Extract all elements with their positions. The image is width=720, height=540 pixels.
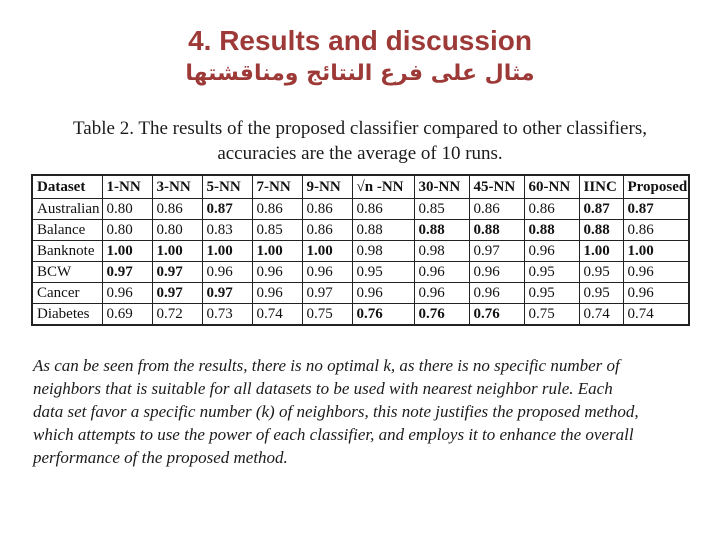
table-row xyxy=(32,262,689,283)
table-caption xyxy=(0,116,720,166)
table-header-cell: 30-NN xyxy=(414,175,469,199)
accuracy-value-cell: 0.96 xyxy=(414,283,469,304)
accuracy-value-cell: 0.74 xyxy=(252,304,302,326)
dataset-name-cell: Australian xyxy=(32,199,102,220)
table-header-cell: 1-NN xyxy=(102,175,152,199)
accuracy-value-cell: 0.95 xyxy=(352,262,414,283)
accuracy-value-cell: 0.72 xyxy=(152,304,202,326)
table-header-cell: Dataset xyxy=(32,175,102,199)
accuracy-value-cell: 1.00 xyxy=(102,241,152,262)
accuracy-value-cell: 1.00 xyxy=(252,241,302,262)
accuracy-value-cell: 1.00 xyxy=(302,241,352,262)
table-row xyxy=(32,304,689,326)
accuracy-value-cell: 0.95 xyxy=(579,262,623,283)
accuracy-value-cell: 1.00 xyxy=(579,241,623,262)
accuracy-value-cell: 0.96 xyxy=(302,262,352,283)
accuracy-value-cell: 0.95 xyxy=(524,262,579,283)
paragraph-line: neighbors that is suitable for all datasets to be used with nearest neighbor rule. Each xyxy=(33,379,613,398)
accuracy-value-cell: 0.86 xyxy=(152,199,202,220)
accuracy-value-cell: 0.96 xyxy=(469,262,524,283)
accuracy-value-cell: 0.76 xyxy=(414,304,469,326)
accuracy-value-cell: 0.96 xyxy=(469,283,524,304)
table-header-cell: 5-NN xyxy=(202,175,252,199)
accuracy-value-cell: 0.87 xyxy=(579,199,623,220)
table-header-cell: IINC xyxy=(579,175,623,199)
accuracy-value-cell: 0.95 xyxy=(579,283,623,304)
table-header-cell: 60-NN xyxy=(524,175,579,199)
accuracy-value-cell: 0.96 xyxy=(202,262,252,283)
accuracy-value-cell: 0.80 xyxy=(102,220,152,241)
accuracy-value-cell: 0.85 xyxy=(252,220,302,241)
accuracy-value-cell: 0.96 xyxy=(623,283,689,304)
table-header-cell: 3-NN xyxy=(152,175,202,199)
accuracy-value-cell: 0.76 xyxy=(352,304,414,326)
accuracy-value-cell: 0.96 xyxy=(252,262,302,283)
accuracy-value-cell: 0.69 xyxy=(102,304,152,326)
accuracy-value-cell: 0.80 xyxy=(152,220,202,241)
accuracy-value-cell: 0.74 xyxy=(579,304,623,326)
accuracy-value-cell: 1.00 xyxy=(202,241,252,262)
dataset-name-cell: Diabetes xyxy=(32,304,102,326)
accuracy-value-cell: 0.87 xyxy=(623,199,689,220)
accuracy-value-cell: 0.88 xyxy=(469,220,524,241)
accuracy-value-cell: 0.97 xyxy=(102,262,152,283)
accuracy-value-cell: 0.80 xyxy=(102,199,152,220)
accuracy-value-cell: 1.00 xyxy=(152,241,202,262)
table-header-cell: 9-NN xyxy=(302,175,352,199)
dataset-name-cell: Cancer xyxy=(32,283,102,304)
accuracy-value-cell: 0.96 xyxy=(252,283,302,304)
table-header-cell: √n -NN xyxy=(352,175,414,199)
table-header-cell: Proposed xyxy=(623,175,689,199)
accuracy-value-cell: 0.96 xyxy=(102,283,152,304)
accuracy-value-cell: 0.96 xyxy=(524,241,579,262)
accuracy-value-cell: 0.86 xyxy=(352,199,414,220)
accuracy-value-cell: 0.86 xyxy=(252,199,302,220)
table-row xyxy=(32,199,689,220)
accuracy-value-cell: 0.86 xyxy=(524,199,579,220)
accuracy-value-cell: 0.97 xyxy=(202,283,252,304)
table-header-cell: 7-NN xyxy=(252,175,302,199)
table-row xyxy=(32,220,689,241)
dataset-name-cell: BCW xyxy=(32,262,102,283)
accuracy-value-cell: 0.75 xyxy=(524,304,579,326)
table-header-cell: 45-NN xyxy=(469,175,524,199)
accuracy-value-cell: 0.98 xyxy=(414,241,469,262)
accuracy-value-cell: 0.96 xyxy=(352,283,414,304)
discussion-paragraph xyxy=(33,354,693,469)
accuracy-value-cell: 1.00 xyxy=(623,241,689,262)
accuracy-value-cell: 0.73 xyxy=(202,304,252,326)
paragraph-line: performance of the proposed method. xyxy=(33,448,288,467)
dataset-name-cell: Banknote xyxy=(32,241,102,262)
accuracy-value-cell: 0.97 xyxy=(152,283,202,304)
accuracy-value-cell: 0.75 xyxy=(302,304,352,326)
accuracy-value-cell: 0.88 xyxy=(352,220,414,241)
accuracy-value-cell: 0.83 xyxy=(202,220,252,241)
accuracy-value-cell: 0.88 xyxy=(579,220,623,241)
table-row xyxy=(32,241,689,262)
table-header-row xyxy=(32,175,689,199)
accuracy-value-cell: 0.74 xyxy=(623,304,689,326)
accuracy-value-cell: 0.86 xyxy=(302,199,352,220)
accuracy-value-cell: 0.86 xyxy=(623,220,689,241)
accuracy-value-cell: 0.85 xyxy=(414,199,469,220)
accuracy-value-cell: 0.86 xyxy=(302,220,352,241)
accuracy-value-cell: 0.96 xyxy=(623,262,689,283)
slide-title: 4. Results and discussion xyxy=(188,25,532,56)
accuracy-value-cell: 0.88 xyxy=(414,220,469,241)
accuracy-value-cell: 0.88 xyxy=(524,220,579,241)
accuracy-value-cell: 0.97 xyxy=(302,283,352,304)
accuracy-value-cell: 0.97 xyxy=(152,262,202,283)
accuracy-value-cell: 0.86 xyxy=(469,199,524,220)
accuracy-value-cell: 0.76 xyxy=(469,304,524,326)
accuracy-value-cell: 0.87 xyxy=(202,199,252,220)
paragraph-line: As can be seen from the results, there is no optimal k, as there is no specific number of xyxy=(33,356,620,375)
paragraph-line: data set favor a specific number (k) of neighbors, this note justifies the proposed method, xyxy=(33,402,639,421)
accuracy-value-cell: 0.95 xyxy=(524,283,579,304)
results-table xyxy=(31,174,690,326)
table-row xyxy=(32,283,689,304)
dataset-name-cell: Balance xyxy=(32,220,102,241)
accuracy-value-cell: 0.96 xyxy=(414,262,469,283)
table-caption-line-1: Table 2. The results of the proposed classifier compared to other classifiers, xyxy=(73,118,647,139)
accuracy-value-cell: 0.98 xyxy=(352,241,414,262)
accuracy-value-cell: 0.97 xyxy=(469,241,524,262)
slide-subtitle-arabic: مثال على فرع النتائج ومناقشتها xyxy=(185,61,535,86)
paragraph-line: which attempts to use the power of each classifier, and employs it to enhance the overall xyxy=(33,425,634,444)
table-caption-line-2: accuracies are the average of 10 runs. xyxy=(217,143,503,164)
